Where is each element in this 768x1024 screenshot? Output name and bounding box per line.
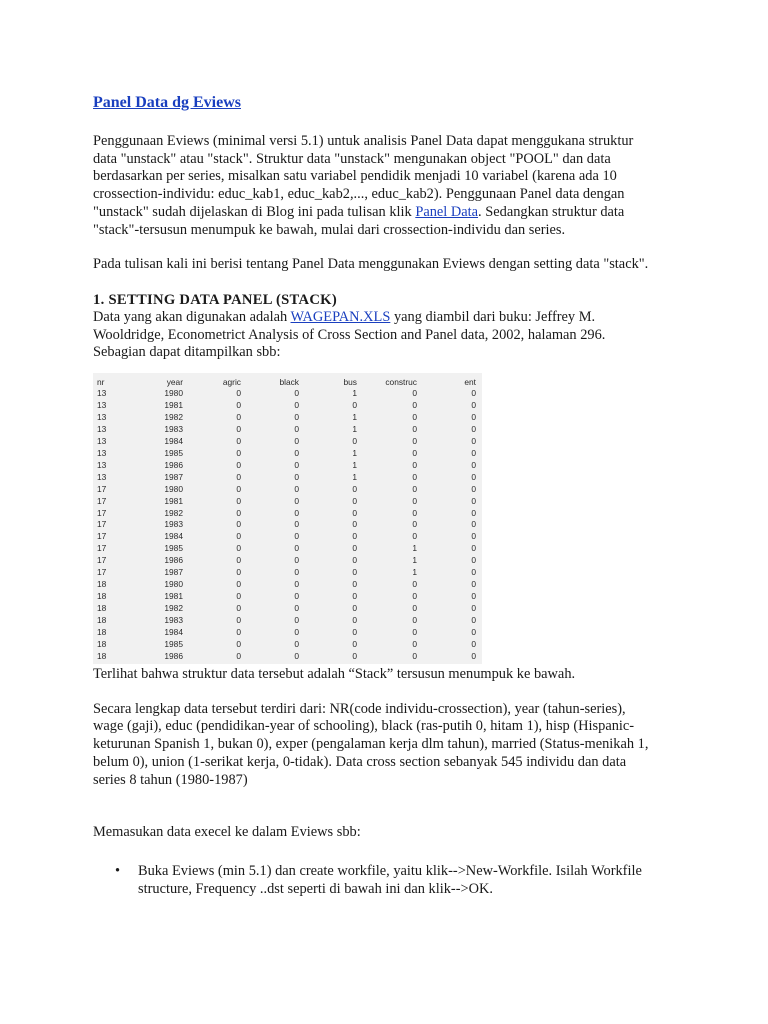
table-cell: 0: [352, 399, 357, 410]
table-cell: 0: [471, 627, 476, 638]
table-cell: 0: [412, 411, 417, 422]
table-cell: 0: [294, 543, 299, 554]
table-cell: 1: [352, 411, 357, 422]
header-cell: ent: [464, 377, 476, 387]
table-cell: 0: [352, 615, 357, 626]
table-cell: 0: [412, 387, 417, 398]
table-cell: 0: [471, 483, 476, 494]
table-cell: 0: [471, 567, 476, 578]
table-cell: 0: [236, 399, 241, 410]
table-cell: 1980: [164, 387, 183, 398]
table-cell: 0: [412, 615, 417, 626]
table-cell: 0: [471, 555, 476, 566]
table-cell: 1983: [164, 423, 183, 434]
table-cell: 0: [471, 495, 476, 506]
table-cell: 1: [352, 387, 357, 398]
table-cell: 0: [471, 650, 476, 661]
table-cell: 1982: [164, 507, 183, 518]
table-cell: 0: [412, 447, 417, 458]
table-cell: 17: [97, 483, 107, 494]
table-body: [97, 388, 476, 663]
table-row: [97, 496, 476, 508]
table-cell: 0: [412, 579, 417, 590]
table-cell: 0: [412, 519, 417, 530]
table-cell: 0: [294, 435, 299, 446]
table-cell: 0: [412, 435, 417, 446]
table-cell: 0: [294, 507, 299, 518]
data-source-paragraph: [93, 309, 653, 362]
stack-paragraph: Pada tulisan kali ini berisi tentang Panel Data menggunakan Eviews dengan setting data "stack".: [93, 256, 649, 273]
table-cell: 0: [412, 638, 417, 649]
table-row: [97, 388, 476, 400]
table-row: [97, 519, 476, 531]
table-cell: 17: [97, 519, 107, 530]
table-cell: 1984: [164, 435, 183, 446]
table-cell: 1986: [164, 555, 183, 566]
table-header-row: [97, 376, 476, 388]
table-row: [97, 448, 476, 460]
table-cell: 0: [471, 423, 476, 434]
table-cell: 13: [97, 411, 107, 422]
table-cell: 1986: [164, 459, 183, 470]
data-source-text-1: Data yang akan digunakan adalah: [93, 308, 291, 325]
table-row: [97, 567, 476, 579]
table-cell: 1987: [164, 567, 183, 578]
table-cell: 0: [352, 627, 357, 638]
table-row: [97, 555, 476, 567]
table-cell: 0: [471, 531, 476, 542]
table-cell: 17: [97, 543, 107, 554]
table-cell: 1982: [164, 411, 183, 422]
table-cell: 0: [236, 543, 241, 554]
table-cell: 0: [294, 638, 299, 649]
table-cell: 1981: [164, 591, 183, 602]
table-row: [97, 543, 476, 555]
table-cell: 17: [97, 531, 107, 542]
table-cell: 0: [236, 615, 241, 626]
table-cell: 1982: [164, 603, 183, 614]
header-cell: construc: [385, 377, 417, 387]
table-cell: 1983: [164, 615, 183, 626]
table-cell: 0: [412, 423, 417, 434]
table-cell: 0: [471, 579, 476, 590]
table-cell: 1: [412, 555, 417, 566]
wagepan-link[interactable]: WAGEPAN.XLS: [290, 308, 391, 325]
data-table-image: [93, 373, 482, 664]
table-cell: 0: [412, 483, 417, 494]
table-cell: 0: [471, 638, 476, 649]
table-cell: 0: [471, 507, 476, 518]
table-cell: 0: [236, 555, 241, 566]
table-cell: 0: [236, 423, 241, 434]
table-cell: 0: [294, 447, 299, 458]
steps-list: [93, 863, 653, 898]
table-cell: 0: [236, 627, 241, 638]
table-cell: 0: [236, 387, 241, 398]
table-cell: 0: [294, 519, 299, 530]
table-row: [97, 412, 476, 424]
table-cell: 18: [97, 591, 107, 602]
table-cell: 0: [412, 591, 417, 602]
table-cell: 0: [294, 387, 299, 398]
table-cell: 1980: [164, 579, 183, 590]
table-cell: 0: [471, 435, 476, 446]
table-cell: 1985: [164, 638, 183, 649]
table-cell: 0: [294, 555, 299, 566]
stack-note-paragraph: Terlihat bahwa struktur data tersebut adalah “Stack” tersusun menumpuk ke bawah.: [93, 666, 576, 683]
table-row: [97, 579, 476, 591]
table-cell: 0: [294, 471, 299, 482]
table-cell: 0: [236, 603, 241, 614]
header-cell: agric: [222, 377, 241, 387]
table-cell: 0: [294, 579, 299, 590]
table-cell: 0: [236, 435, 241, 446]
intro-text-1: Penggunaan Eviews (minimal versi 5.1) untuk analisis Panel Data dapat menggukana struktur data "unstack" atau "stack". Struktur data "unstack" mengunakan object "POOL" dan data berdasarkan per series, misalkan satu variabel pendidik menjadi 10 variabel (karena ada 10 crossection-individu: educ_kab1, educ_kab2,..., educ_kab2). Penggunaan Panel data dengan "unstack" sudah dijelaskan di Blog ini pada tulisan klik: [93, 133, 634, 220]
table-cell: 0: [294, 615, 299, 626]
table-cell: 0: [352, 591, 357, 602]
table-cell: 0: [352, 579, 357, 590]
table-cell: 0: [294, 483, 299, 494]
bullet-icon: •: [115, 862, 121, 879]
table-cell: 0: [412, 507, 417, 518]
table-cell: 0: [236, 471, 241, 482]
table-cell: 17: [97, 567, 107, 578]
table-cell: 0: [236, 483, 241, 494]
table-cell: 0: [471, 447, 476, 458]
table-cell: 1981: [164, 399, 183, 410]
table-row: [97, 603, 476, 615]
table-cell: 13: [97, 459, 107, 470]
table-cell: 0: [471, 603, 476, 614]
intro-text-2: . Sedangkan struktur data "stack"-tersusun menumpuk ke bawah, mulai dari crossection-individu dan series.: [93, 203, 625, 238]
data-source-text-2: yang diambil dari buku: Jeffrey M. Wooldridge, Econometrict Analysis of Cross Section and Panel data, 2002, halaman 296. Sebagian dapat ditampilkan sbb:: [93, 308, 606, 361]
table-cell: 18: [97, 627, 107, 638]
table-cell: 0: [236, 507, 241, 518]
table-cell: 0: [471, 471, 476, 482]
table-cell: 1980: [164, 483, 183, 494]
table-cell: 0: [352, 435, 357, 446]
table-cell: 0: [236, 459, 241, 470]
table-cell: 0: [352, 543, 357, 554]
table-cell: 0: [236, 650, 241, 661]
table-cell: 17: [97, 555, 107, 566]
table-cell: 0: [236, 411, 241, 422]
table-cell: 0: [236, 531, 241, 542]
table-cell: 0: [352, 555, 357, 566]
table-row: [97, 472, 476, 484]
table-cell: 1985: [164, 543, 183, 554]
table-cell: 1: [352, 447, 357, 458]
table-cell: 0: [412, 471, 417, 482]
header-cell: nr: [97, 377, 105, 387]
page-title[interactable]: Panel Data dg Eviews: [93, 94, 241, 111]
header-cell: year: [166, 377, 183, 387]
table-row: [97, 627, 476, 639]
table-cell: 0: [352, 638, 357, 649]
table-cell: 0: [412, 495, 417, 506]
table-cell: 0: [294, 627, 299, 638]
table-cell: 0: [352, 531, 357, 542]
table-cell: 0: [412, 531, 417, 542]
table-cell: 0: [294, 423, 299, 434]
table-cell: 1987: [164, 471, 183, 482]
table-cell: 13: [97, 399, 107, 410]
list-item-text: Buka Eviews (min 5.1) dan create workfile, yaitu klik-->New-Workfile. Isilah Workfile structure, Frequency ..dst seperti di bawah ini dan klik-->OK.: [138, 862, 642, 897]
table-cell: 0: [294, 459, 299, 470]
table-cell: 0: [471, 459, 476, 470]
table-cell: 0: [294, 531, 299, 542]
article: [93, 92, 653, 898]
table-cell: 13: [97, 447, 107, 458]
table-row: [97, 484, 476, 496]
table-cell: 0: [294, 411, 299, 422]
table-cell: 1984: [164, 531, 183, 542]
table-cell: 0: [412, 603, 417, 614]
data-table: [97, 376, 476, 663]
table-cell: 0: [294, 603, 299, 614]
table-cell: 0: [471, 591, 476, 602]
header-cell: black: [279, 377, 299, 387]
table-cell: 0: [236, 579, 241, 590]
table-row: [97, 639, 476, 651]
table-cell: 0: [294, 399, 299, 410]
table-cell: 18: [97, 650, 107, 661]
import-paragraph: Memasukan data execel ke dalam Eviews sbb:: [93, 824, 361, 841]
intro-paragraph: [93, 133, 653, 239]
table-cell: 1985: [164, 447, 183, 458]
table-cell: 0: [294, 495, 299, 506]
table-cell: 0: [294, 650, 299, 661]
table-cell: 0: [294, 591, 299, 602]
table-row: [97, 460, 476, 472]
table-cell: 13: [97, 435, 107, 446]
table-cell: 18: [97, 638, 107, 649]
table-row: [97, 424, 476, 436]
table-cell: 0: [471, 543, 476, 554]
table-cell: 0: [352, 495, 357, 506]
table-cell: 0: [471, 411, 476, 422]
table-cell: 0: [236, 591, 241, 602]
table-cell: 0: [471, 387, 476, 398]
table-cell: 0: [236, 638, 241, 649]
table-cell: 18: [97, 615, 107, 626]
table-cell: 13: [97, 423, 107, 434]
panel-data-link[interactable]: Panel Data: [415, 203, 479, 220]
variables-paragraph: Secara lengkap data tersebut terdiri dari: NR(code individu-crossection), year (tahun-series), wage (gaji), educ (pendidikan-year of schooling), black (ras-putih 0, hitam 1), hisp (Hispanic-keturunan Spanish 1, bukan 0), exper (pengalaman kerja dlm tahun), married (Status-menikah 1, belum 0), union (1-serikat kerja, 0-tidak). Data cross section sebanyak 545 individu dan data series 8 tahun (1980-1987): [93, 700, 649, 788]
table-cell: 1983: [164, 519, 183, 530]
table-cell: 18: [97, 603, 107, 614]
table-row: [97, 651, 476, 663]
table-cell: 0: [352, 519, 357, 530]
table-row: [97, 508, 476, 520]
table-cell: 1: [412, 543, 417, 554]
table-cell: 0: [294, 567, 299, 578]
table-cell: 1981: [164, 495, 183, 506]
table-cell: 0: [471, 615, 476, 626]
table-cell: 0: [412, 627, 417, 638]
table-row: [97, 615, 476, 627]
header-cell: bus: [343, 377, 357, 387]
table-cell: 13: [97, 471, 107, 482]
table-cell: 1: [352, 471, 357, 482]
table-row: [97, 531, 476, 543]
table-cell: 0: [236, 519, 241, 530]
section-heading: 1. SETTING DATA PANEL (STACK): [93, 291, 337, 308]
table-cell: 0: [471, 519, 476, 530]
table-cell: 0: [352, 650, 357, 661]
table-cell: 1986: [164, 650, 183, 661]
table-cell: 0: [412, 650, 417, 661]
table-cell: 0: [412, 459, 417, 470]
table-cell: 0: [236, 567, 241, 578]
table-cell: 0: [412, 399, 417, 410]
table-cell: 0: [236, 495, 241, 506]
table-cell: 1: [352, 459, 357, 470]
table-cell: 1984: [164, 627, 183, 638]
table-cell: 0: [352, 603, 357, 614]
table-row: [97, 436, 476, 448]
table-cell: 0: [236, 447, 241, 458]
list-item: [93, 863, 653, 898]
table-cell: 0: [471, 399, 476, 410]
table-row: [97, 591, 476, 603]
table-cell: 17: [97, 507, 107, 518]
table-cell: 0: [352, 483, 357, 494]
table-cell: 0: [352, 567, 357, 578]
table-cell: 18: [97, 579, 107, 590]
table-cell: 1: [352, 423, 357, 434]
table-cell: 0: [352, 507, 357, 518]
table-cell: 17: [97, 495, 107, 506]
table-cell: 13: [97, 387, 107, 398]
table-cell: 1: [412, 567, 417, 578]
table-row: [97, 400, 476, 412]
